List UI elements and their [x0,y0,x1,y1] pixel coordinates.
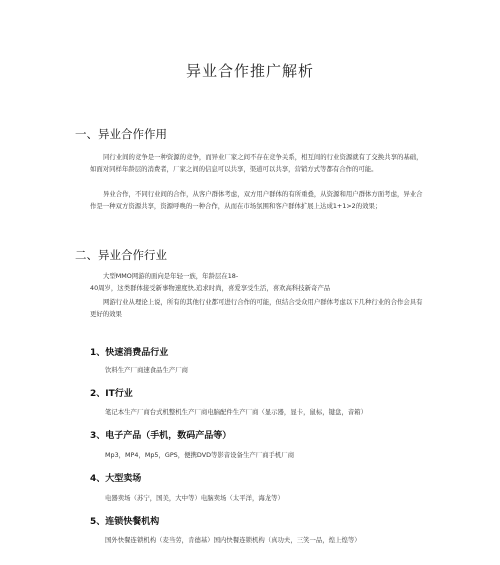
section-1-paragraph-2: 异业合作，不同行业间的合作，从客户群体考虑，双方用户群体的有所重叠，从资源和用户群体方面考虑，异业合作是一种双方资源共享，资源呼唤的一种合作，从而在市场氛围和客户群体扩展上达成1+1>2的效果； [90,190,423,210]
industry-1-description: 饮料生产厂商速食品生产厂商 [105,366,189,374]
industry-2-description: 笔记本生产厂商台式机整机生产厂商电脑配件生产厂商（显示器，显卡，鼠标，键盘，音箱） [105,408,368,416]
section-1-heading: 一、异业合作作用 [75,127,167,141]
section-2-intro-paragraph: 网游行业从理论上说，所有的其他行业都可进行合作的可能，但结合受众用户群体考虑以下几种行业的合作会具有更好的效果 [90,298,423,318]
section-2-heading: 二、异业合作行业 [75,248,167,262]
industry-4-description: 电器卖场（苏宁，国美，大中等）电脑卖场（太平洋，海龙等） [105,494,284,502]
industry-5-heading: 5、连锁快餐机构 [90,517,160,527]
document-title: 异业合作推广解析 [185,62,314,80]
industry-2-heading: 2、IT行业 [90,389,133,399]
section-1-paragraph-1: 同行业间的竞争是一种资源的竞争，而异业厂家之间不存在竞争关系，相互间的行业资源就有了交换共享的基础，如面对同样年龄层的消费者，厂家之间的信息可以共享，渠道可以共享，营销方式等都有合作的可能。 [90,153,423,173]
industry-3-heading: 3、电子产品（手机，数码产品等） [90,431,232,441]
industry-4-heading: 4、大型卖场 [90,474,142,484]
industry-1-heading: 1、快速消费品行业 [90,348,169,358]
industry-5-description: 国外快餐连锁机构（麦当劳，肯德基）国内快餐连锁机构（真功夫，三笑一品，煌上煌等） [105,536,361,544]
section-2-intro-line-2: 40周岁，这类群体接受新事物速度快,追求时尚，喜爱享受生活，喜欢高科技新奇产品 [90,284,331,292]
section-2-intro-line-1: 大型MMO网游的面向是年轻一族，年龄层在18- [103,272,239,280]
industry-3-description: Mp3，MP4，Mp5，GPS，便携DVD等影音设备生产厂商手机厂商 [105,451,295,459]
